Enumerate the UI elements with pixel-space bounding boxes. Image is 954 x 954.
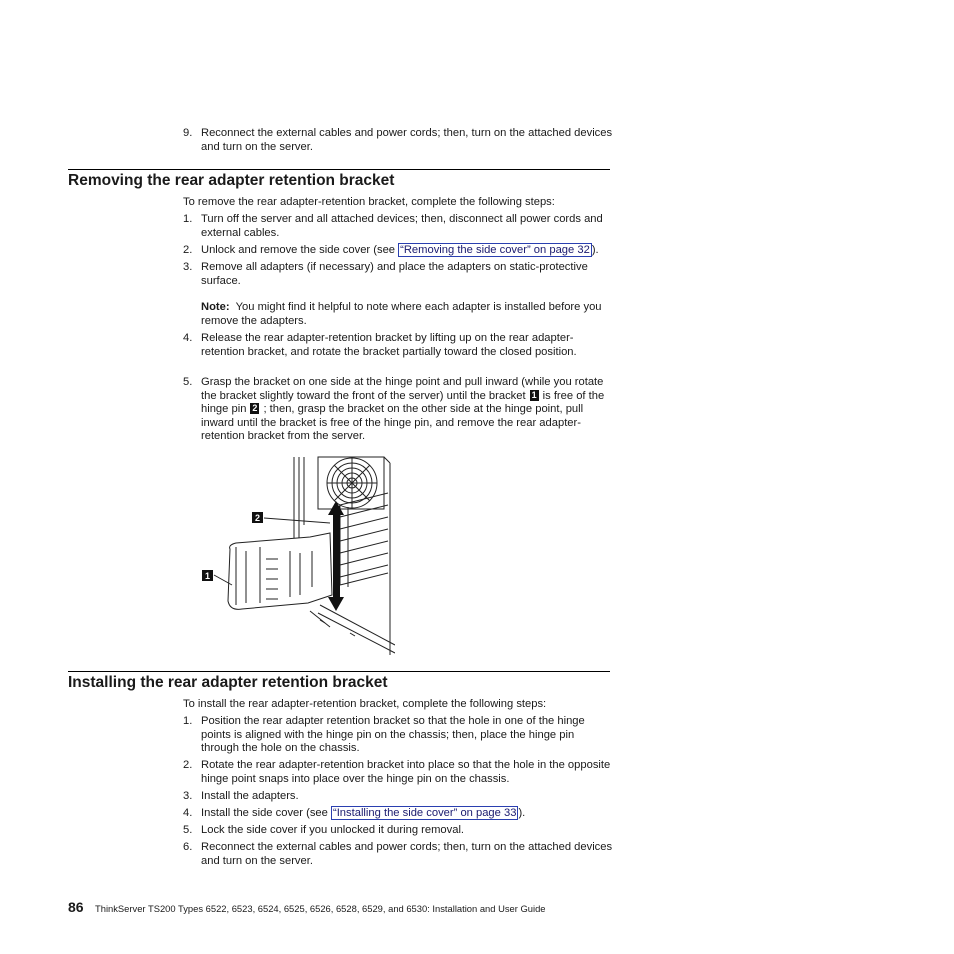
- step-text: Position the rear adapter retention bracket so that the hole in one of the hinge points is aligned with the hinge pin on the chassis; then, place the hinge pin through the hole on the chassis.: [201, 715, 585, 755]
- step-text-a: Grasp the bracket on one side at the hinge point and pull inward (while you rotate the bracket slightly toward the front of the server) until the bracket: [201, 376, 604, 402]
- bracket-removal-illustration: [200, 455, 395, 655]
- callout-1: 1: [531, 389, 537, 400]
- svg-text:1: 1: [204, 571, 211, 581]
- step-9: [183, 127, 613, 154]
- heading-installing: Installing the rear adapter retention bracket: [68, 674, 388, 691]
- removing-step-3: [183, 261, 613, 288]
- footer-title: ThinkServer TS200 Types 6522, 6523, 6524, 6525, 6526, 6528, 6529, and 6530: Installation and User Guide: [95, 903, 546, 914]
- step-number: 9.: [183, 127, 193, 139]
- step-text: [201, 244, 613, 258]
- step-number: 1.: [183, 715, 193, 727]
- step-number: 6.: [183, 841, 193, 853]
- step-number: 1.: [183, 213, 193, 225]
- installing-step-3: [183, 790, 613, 804]
- step-text-c: ; then, grasp the bracket on the other side at the hinge point, pull inward until the bracket is free of the hinge pin, and remove the rear adapter-retention bracket from the server.: [201, 403, 584, 443]
- step-text: Reconnect the external cables and power cords; then, turn on the attached devices and turn on the server.: [201, 127, 613, 153]
- removing-step-2: [183, 244, 613, 258]
- page-number: 86: [68, 899, 84, 915]
- svg-text:2: 2: [254, 513, 261, 523]
- step-text-pre: Unlock and remove the side cover (see: [201, 244, 399, 256]
- installing-intro: To install the rear adapter-retention bracket, complete the following steps:: [183, 698, 547, 710]
- step-text: Lock the side cover if you unlocked it during removal.: [201, 824, 465, 836]
- installing-step-1: [183, 715, 613, 756]
- removing-step-1: [183, 213, 613, 240]
- figure-callout-2: [252, 512, 263, 523]
- installing-step-2: [183, 759, 613, 786]
- step-number: 2.: [183, 759, 193, 771]
- step-text-b: is free of the hinge pin: [201, 389, 605, 416]
- step-number: 2.: [183, 244, 193, 256]
- link-installing-side-cover[interactable]: “Installing the side cover” on page 33: [332, 807, 517, 819]
- step-text: Rotate the rear adapter-retention bracket into place so that the hole in the opposite hinge point snaps into place over the hinge pin on the chassis.: [201, 759, 611, 785]
- step-text-post: ).: [591, 244, 599, 256]
- section-divider: [68, 671, 610, 672]
- note-label: Note:: [201, 301, 230, 313]
- removing-step-4: [183, 332, 613, 359]
- note-text: You might find it helpful to note where each adapter is installed before you remove the adapters.: [201, 301, 602, 327]
- callout-2: 2: [252, 403, 258, 414]
- step-text: [201, 376, 613, 444]
- heading-removing: Removing the rear adapter retention bracket: [68, 172, 395, 189]
- step-text: Release the rear adapter-retention bracket by lifting up on the rear adapter-retention bracket, and rotate the bracket partially toward the closed position.: [201, 332, 577, 358]
- step-number: 3.: [183, 261, 193, 273]
- step-text-post: ).: [518, 807, 526, 819]
- removing-step-5: [183, 376, 613, 444]
- removing-note: [183, 301, 613, 328]
- step-number: 4.: [183, 807, 193, 819]
- step-number: 5.: [183, 824, 193, 836]
- step-number: 5.: [183, 376, 193, 388]
- figure-callout-1: [202, 570, 213, 581]
- step-text: Install the adapters.: [201, 790, 299, 802]
- step-text: Remove all adapters (if necessary) and place the adapters on static-protective surface.: [201, 261, 588, 287]
- removing-intro: To remove the rear adapter-retention bracket, complete the following steps:: [183, 196, 555, 208]
- step-number: 3.: [183, 790, 193, 802]
- step-text: [201, 807, 613, 821]
- installing-step-4: [183, 807, 613, 821]
- step-text: Turn off the server and all attached devices; then, disconnect all power cords and external cables.: [201, 213, 603, 239]
- step-text-pre: Install the side cover (see: [201, 807, 331, 819]
- step-text: Reconnect the external cables and power cords; then, turn on the attached devices and turn on the server.: [201, 841, 613, 867]
- section-divider: [68, 169, 610, 170]
- link-removing-side-cover[interactable]: “Removing the side cover” on page 32: [400, 244, 590, 256]
- step-number: 4.: [183, 332, 193, 344]
- installing-step-6: [183, 841, 613, 868]
- installing-step-5: [183, 824, 613, 838]
